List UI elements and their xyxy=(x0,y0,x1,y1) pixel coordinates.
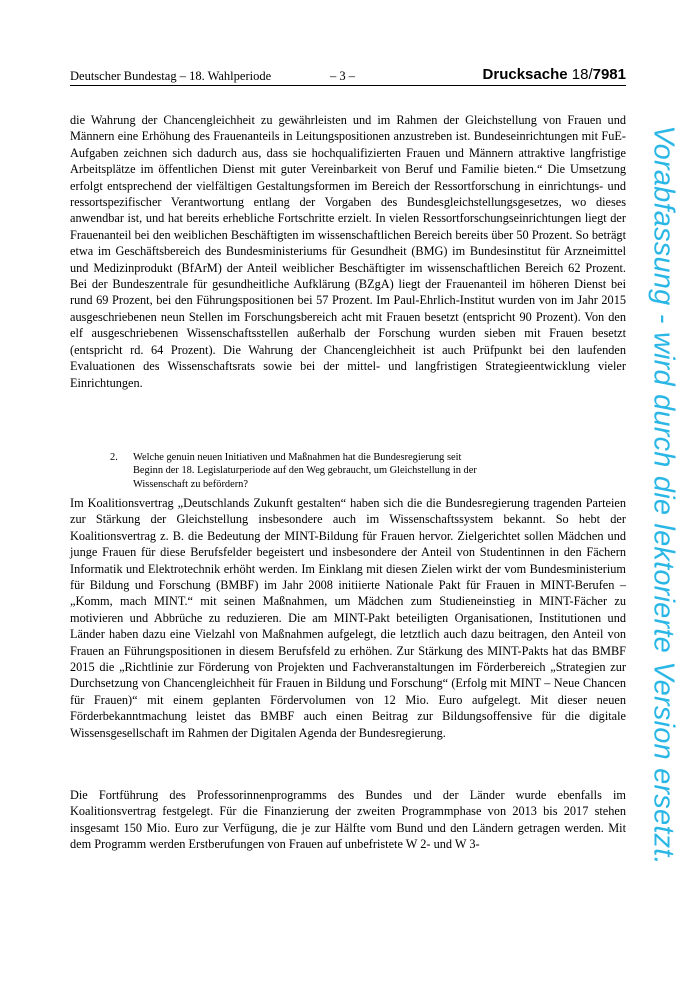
paragraph-text: Im Koalitionsvertrag „Deutschlands Zukunft gestalten“ haben sich die die Bundesregierung tragenden Parteien zur Stärkung der Gleichstellung insbesondere auch im Wissenschaftssystem bekannt. So hebt der Koalitionsvertrag z. B. die Bedeutung der MINT-Bildung für Frauen hervor. Zielgerichtet sollen Mädchen und junge Frauen für diese Berufsfelder begeistert und insbesondere der Anteil von Studentinnen in den Fächern Informatik und Elektrotechnik erhöht werden. Im Einklang mit diesen Zielen wirkt der vom Bundesministerium für Bildung und Forschung (BMBF) im Jahr 2008 initiierte Nationale Pakt für Frauen in MINT-Berufen – „Komm, mach MINT.“ mit seinen Maßnahmen, um Mädchen zum Studieneinstieg in MINT-Fächer zu motivieren und Abbrüche zu reduzieren. Die am MINT-Pakt beteiligten Organisationen, Institutionen und Länder haben dazu eine Vielzahl von Maßnahmen aufgelegt, die letztlich auch dazu beitragen, den Anteil von Frauen an Führungspositionen in diesem Berufsfeld zu erhöhen. Zur Stärkung des MINT-Pakts hat das BMBF 2015 die „Richtlinie zur Förderung von Projekten und Fachveranstaltungen im Förderbereich „Strategien zur Durchsetzung von Chancengleichheit für Frauen in Bildung und Forschung“ (Erfolg mit MINT – Neue Chancen für Frauen)“ mit einem geplanten Fördervolumen von 12 Mio. Euro aufgelegt. Mit dieser neuen Förderbekanntmachung leistet das BMBF auch einen Beitrag zur Bildungsoffensive für die digitale Wissensgesellschaft im Rahmen der Digitalen Agenda der Bundesregierung. xyxy=(70,496,626,740)
drucksache-number-bold: 7981 xyxy=(592,66,626,83)
drucksache-reference xyxy=(483,66,626,83)
page-number: – 3 – xyxy=(330,69,355,83)
paragraph-text: die Wahrung der Chancengleichheit zu gewährleisten und im Rahmen der Gleichstellung von Frauen und Männern eine Erhöhung des Frauenanteils in Leitungspositionen anzustreben ist. Bundeseinrichtungen mit FuE-Aufgaben zeichnen sich dadurch aus, dass sie hochqualifizierten Frauen und Männern attraktive langfristige Arbeitsplätze im öffentlichen Dienst mit guter Vereinbarkeit von Beruf und Familie bieten.“ Die Umsetzung erfolgt entsprechend der vielfältigen Gestaltungsformen im Bereich der Ressortforschung in einrichtungs- und ressortspezifischer Verantwortung entlang der Vorgaben des Bundesgleichstellungsgesetzes, wo dieses anwendbar ist, und hat bereits erhebliche Fortschritte erzielt. In vielen Ressortforschungseinrichtungen liegt der Frauenanteil bei den weiblichen Beschäftigten im wissenschaftlichen Bereich bereits über 50 Prozent. So beträgt etwa im Geschäftsbereich des Bundesministeriums für Gesundheit (BMG) im Bundesinstitut für Arzneimittel und Medizinprodukt (BfArM) der Anteil weiblicher Beschäftigter im wissenschaftlichen Bereich 62 Prozent. Bei der Bundeszentrale für gesundheitliche Aufklärung (BZgA) liegt der Frauenanteil im höheren Dienst bei rund 69 Prozent, bei den Führungspositionen bei 57 Prozent. Im Paul-Ehrlich-Institut wurden von im Jahr 2015 ausgeschriebenen neun Stellen im Forschungsbereich acht mit Frauen besetzt (entspricht 90 Prozent). Von den elf ausgeschriebenen Wissenschaftsstellen außerhalb der Forschung wurden sieben mit Frauen besetzt (entspricht rd. 64 Prozent). Die Wahrung der Chancengleichheit ist auch Prüfpunkt bei den laufenden Evaluationen des Wissenschaftsrats sowie bei der mittel- und langfristigen Strategieentwicklung vieler Einrichtungen. xyxy=(70,113,626,390)
paragraph-text: Die Fortführung des Professorinnenprogramms des Bundes und der Länder wurde ebenfalls im Koalitionsvertrag festgelegt. Für die Finanzierung der zweiten Programmphase von 2013 bis 2017 stehen insgesamt 150 Mio. Euro zur Verfügung, die je zur Hälfte vom Bund und den Ländern getragen werden. Mit dem Programm werden Erstberufungen von Frauen auf unbefristete W 2- und W 3- xyxy=(70,788,626,852)
drucksache-label: Drucksache xyxy=(482,66,568,83)
drucksache-number xyxy=(572,66,626,83)
draft-watermark xyxy=(643,110,683,880)
header-parliament-period: Deutscher Bundestag – 18. Wahlperiode xyxy=(70,69,272,83)
drucksache-number-prefix: 18/ xyxy=(571,66,593,83)
watermark-text: Vorabfassung - wird durch die lektorierte Version ersetzt. xyxy=(647,125,680,865)
question-number: 2. xyxy=(110,452,118,463)
paragraph-answer-2-continued xyxy=(70,787,626,853)
question-text: Welche genuin neuen Initiativen und Maßnahmen hat die Bundesregierung seit Beginn der 18. Legislaturperiode auf den Weg gebraucht, um Gleichstellung in der Wissenschaft zu befördern? xyxy=(133,452,477,490)
header-rule xyxy=(70,85,626,86)
paragraph-answer-1-continued xyxy=(70,112,626,391)
paragraph-answer-2 xyxy=(70,495,626,741)
